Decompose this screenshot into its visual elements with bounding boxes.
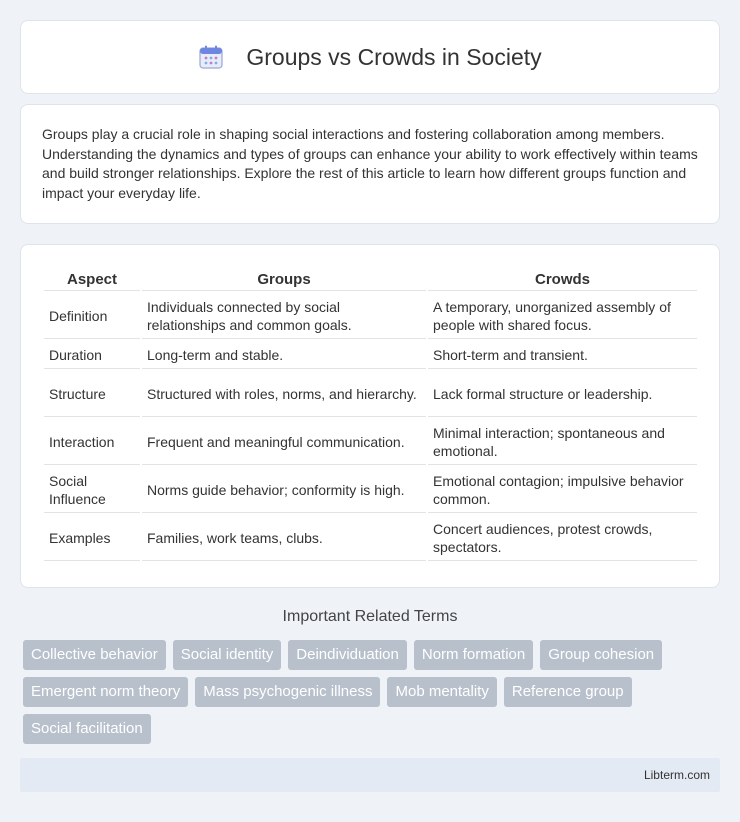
- table-cell: Minimal interaction; spontaneous and emotional.: [428, 419, 697, 465]
- table-row: [44, 467, 697, 513]
- related-term-tag[interactable]: Collective behavior: [23, 640, 166, 670]
- table-cell: Emotional contagion; impulsive behavior common.: [428, 467, 697, 513]
- column-header-aspect: Aspect: [44, 267, 140, 291]
- table-cell: Lack formal structure or leadership.: [428, 371, 697, 417]
- table-row: [44, 515, 697, 561]
- table-cell: Definition: [44, 293, 140, 339]
- table-row: [44, 293, 697, 339]
- table-cell: Individuals connected by social relationships and common goals.: [142, 293, 426, 339]
- table-row: [44, 419, 697, 465]
- table-row: [44, 371, 697, 417]
- related-term-tag[interactable]: Emergent norm theory: [23, 677, 188, 707]
- table-cell: Examples: [44, 515, 140, 561]
- intro-text: Groups play a crucial role in shaping social interactions and fostering collaboration among members. Understanding the dynamics and types of groups can enhance your ability to work effectively within teams and build stronger relationships. Explore the rest of this article to learn how different groups function and impact your everyday life.: [42, 126, 698, 201]
- table-cell: Structure: [44, 371, 140, 417]
- related-term-tag[interactable]: Social identity: [173, 640, 282, 670]
- column-header-crowds: Crowds: [428, 267, 697, 291]
- related-term-tag[interactable]: Group cohesion: [540, 640, 662, 670]
- calendar-icon: [198, 44, 224, 70]
- related-term-tag[interactable]: Deindividuation: [288, 640, 407, 670]
- related-terms-tags: [23, 640, 723, 744]
- table-cell: Concert audiences, protest crowds, spectators.: [428, 515, 697, 561]
- table-cell: Norms guide behavior; conformity is high.: [142, 467, 426, 513]
- table-cell: Short-term and transient.: [428, 341, 697, 369]
- comparison-table: [42, 265, 699, 563]
- footer-site-link[interactable]: Libterm.com: [643, 768, 710, 782]
- related-terms-title: Important Related Terms: [282, 608, 458, 625]
- related-term-tag[interactable]: Mob mentality: [387, 677, 496, 707]
- table-cell: Social Influence: [44, 467, 140, 513]
- related-term-tag[interactable]: Reference group: [504, 677, 632, 707]
- comparison-table-card: [20, 244, 720, 588]
- page-title: Groups vs Crowds in Society: [246, 43, 542, 70]
- table-row: [44, 341, 697, 369]
- table-cell: A temporary, unorganized assembly of people with shared focus.: [428, 293, 697, 339]
- related-term-tag[interactable]: Mass psychogenic illness: [195, 677, 380, 707]
- table-cell: Families, work teams, clubs.: [142, 515, 426, 561]
- table-cell: Structured with roles, norms, and hierarchy.: [142, 371, 426, 417]
- table-cell: Long-term and stable.: [142, 341, 426, 369]
- column-header-groups: Groups: [142, 267, 426, 291]
- header-card: [20, 20, 720, 94]
- table-cell: Duration: [44, 341, 140, 369]
- related-term-tag[interactable]: Social facilitation: [23, 714, 151, 744]
- table-header-row: [44, 267, 697, 291]
- intro-card: [20, 104, 720, 224]
- table-cell: Frequent and meaningful communication.: [142, 419, 426, 465]
- footer: [20, 758, 720, 792]
- table-cell: Interaction: [44, 419, 140, 465]
- related-term-tag[interactable]: Norm formation: [414, 640, 533, 670]
